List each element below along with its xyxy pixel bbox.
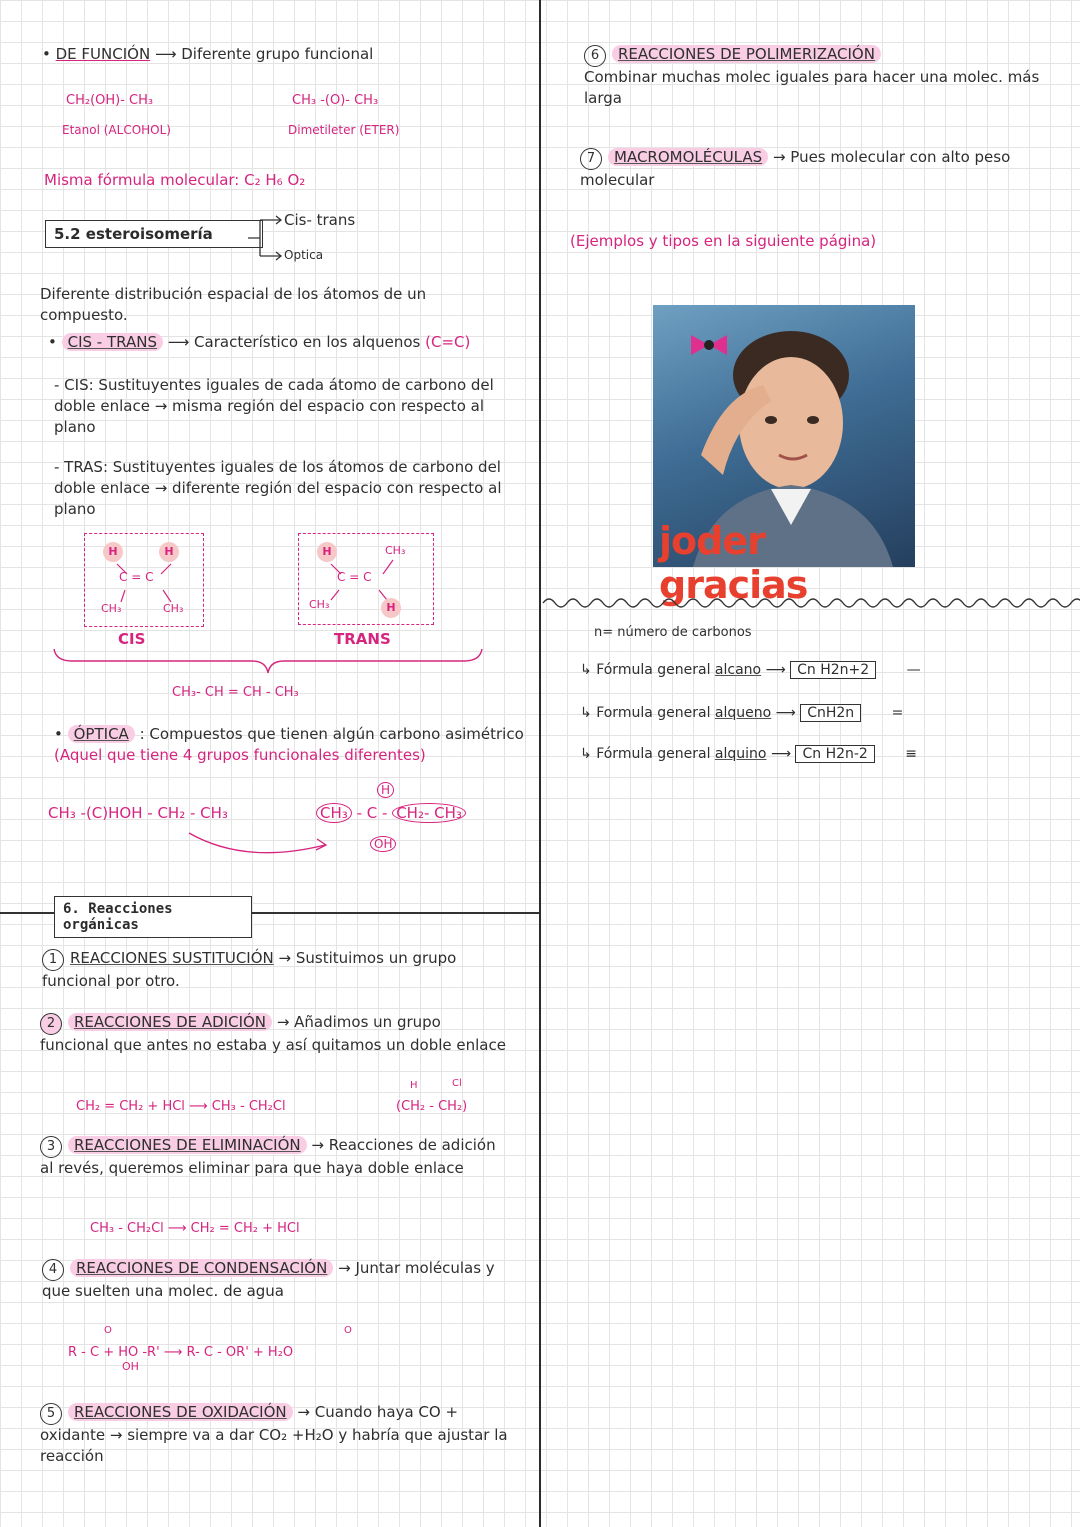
mol-ethanol: CH₂(OH)- CH₃ [66, 93, 154, 108]
reaccion-4-oh: OH [122, 1360, 139, 1373]
reaccion-3-eq: CH₃ - CH₂Cl ⟶ CH₂ = CH₂ + HCl [90, 1221, 300, 1236]
cistrans-heading: • CIS - TRANS ⟶ Característico en los alquenos (C=C) [48, 333, 471, 351]
mol-ether: CH₃ -(O)- CH₃ [292, 93, 379, 108]
formula-alquino: ↳ Fórmula general alquino ⟶ Cn H2n-2 ≡ [580, 746, 918, 762]
reaccion-4-o-left: O [104, 1325, 112, 1336]
reaccion-4-eq: R - C + HO -R' ⟶ R- C - OR' + H₂O [68, 1345, 294, 1360]
reaccion-2-eq2: (CH₂ - CH₂) [396, 1099, 468, 1114]
estereo-title: 5.2 esteroisomería [45, 220, 263, 248]
branch-optica: Optica [284, 248, 324, 262]
formula-alcano: ↳ Fórmula general alcano ⟶ Cn H2n+2 — [580, 662, 921, 678]
reaccion-7: 7 MACROMOLÉCULAS → Pues molecular con alto peso molecular [580, 148, 1011, 189]
reaccion-2: 2 REACCIONES DE ADICIÓN → Añadimos un grupo funcional que antes no estaba y así quitamos un doble enlace [40, 1013, 506, 1054]
formula-alqueno: ↳ Formula general alqueno ⟶ CnH2n = [580, 705, 904, 721]
cis-label: CIS [118, 630, 146, 648]
formula-molecular: Misma fórmula molecular: C₂ H₆ O₂ [44, 171, 306, 189]
reaccion-4-o-right: O [344, 1325, 352, 1336]
trans-ch3-bottom: CH₃ [309, 598, 330, 611]
cis-desc: - CIS: Sustituyentes iguales de cada átomo de carbono del doble enlace → misma región del espacio con respecto al plano [54, 376, 494, 436]
branch-arrows [246, 210, 286, 260]
cis-ch3-right: CH₃ [163, 602, 184, 615]
reaccion-5: 5 REACCIONES DE OXIDACIÓN → Cuando haya CO + oxidante → siempre va a dar CO₂ +H₂O y habría que ajustar la reacción [40, 1403, 508, 1465]
optica-h: H [377, 780, 394, 801]
trans-h-bottom: H [381, 598, 401, 618]
cis-ch3-left: CH₃ [101, 602, 122, 615]
trans-h-top: H [317, 542, 337, 562]
reacciones-title: 6. Reacciones orgánicas [54, 896, 252, 938]
mol-ether-name: Dimetileter (ETER) [288, 123, 400, 137]
tras-desc: - TRAS: Sustituyentes iguales de los átomos de carbono del doble enlace → diferente región del espacio con respecto al plano [54, 458, 502, 518]
reaccion-3: 3 REACCIONES DE ELIMINACIÓN → Reacciones de adición al revés, queremos eliminar para que haya doble enlace [40, 1136, 496, 1177]
formula-butene: CH₃- CH = CH - CH₃ [172, 685, 299, 700]
reaccion-6: 6 REACCIONES DE POLIMERIZACIÓN Combinar muchas molec iguales para hacer una molec. más larga [584, 45, 1040, 107]
reaccion-4: 4 REACCIONES DE CONDENSACIÓN → Juntar moléculas y que suelten una molec. de agua [42, 1259, 495, 1300]
optica-block: • ÓPTICA : Compuestos que tienen algún carbono asimétrico (Aquel que tiene 4 grupos funcionales diferentes) [54, 725, 524, 764]
optica-oh: OH [370, 834, 396, 855]
trans-ch3-top: CH₃ [385, 544, 406, 557]
branch-cistrans: Cis- trans [284, 211, 356, 229]
trans-label: TRANS [334, 630, 391, 648]
mol-ethanol-name: Etanol (ALCOHOL) [62, 123, 171, 137]
estereo-desc: Diferente distribución espacial de los átomos de un compuesto. [40, 285, 427, 324]
examples-note: (Ejemplos y tipos en la siguiente página) [570, 232, 877, 250]
optica-struct: CH₃ - C - CH₂- CH₃ [316, 803, 466, 824]
reaccion-2-h: H [410, 1080, 418, 1091]
cis-structure [84, 533, 204, 627]
reaccion-1: 1 REACCIONES SUSTITUCIÓN → Sustituimos un grupo funcional por otro. [42, 949, 457, 990]
wavy-divider [543, 592, 1080, 614]
photo-caption: joder gracias [659, 519, 808, 607]
optica-arrow [185, 825, 335, 865]
funcion-heading: • DE FUNCIÓN ⟶ Diferente grupo funcional [42, 45, 374, 63]
trans-cc: C = C [337, 570, 372, 584]
optica-mol: CH₃ -(C)HOH - CH₂ - CH₃ [48, 804, 228, 822]
photo [653, 305, 915, 607]
n-definition: n= número de carbonos [594, 625, 752, 640]
reaccion-2-eq: CH₂ = CH₂ + HCl ⟶ CH₃ - CH₂Cl [76, 1099, 286, 1114]
cis-cc: C = C [119, 570, 154, 584]
cis-h-left: H [103, 542, 123, 562]
trans-structure [298, 533, 434, 625]
brace [52, 645, 484, 675]
page-divider [539, 0, 541, 1527]
reaccion-2-cl: Cl [452, 1078, 462, 1089]
cis-h-right: H [159, 542, 179, 562]
